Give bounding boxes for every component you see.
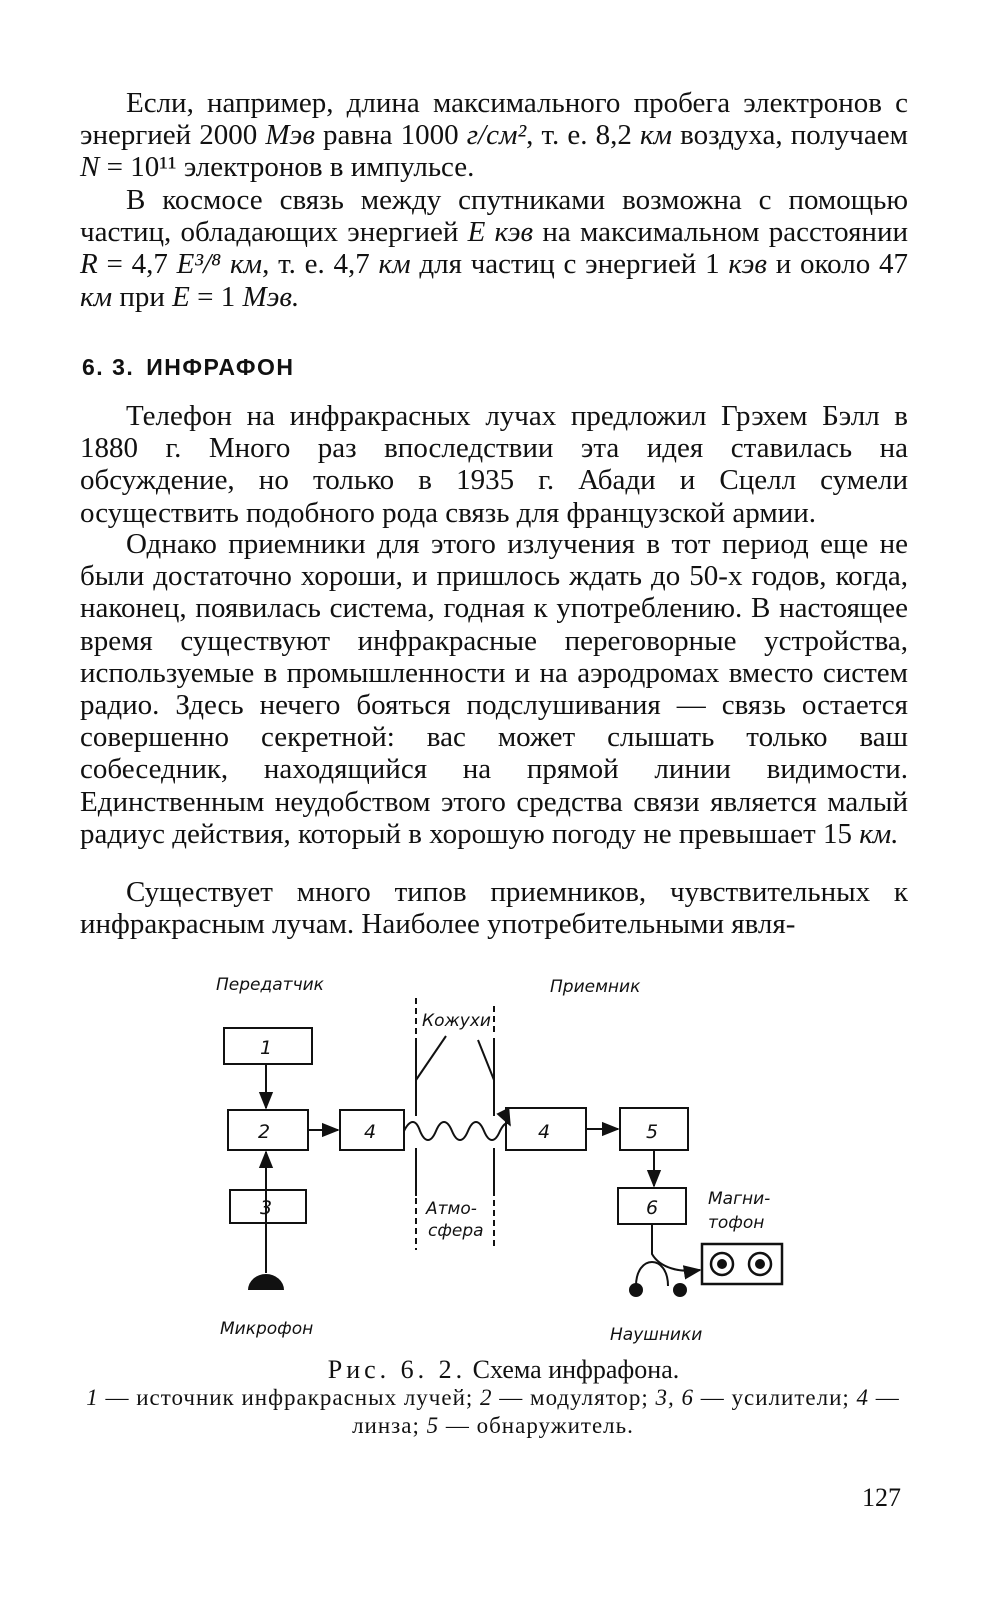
block-4a-number: 4 xyxy=(364,1121,377,1143)
label-microphone: Микрофон xyxy=(220,1319,314,1339)
block-5-number: 5 xyxy=(646,1121,659,1143)
paragraph-space-communication: В космосе связь между спутниками возможна с помощью частиц, обладающих энергией E кэв на максимальном расстоянии R = 4,7 E³/⁸ км, т. е. 4,7 км для частиц с энергией 1 кэв и около 47 км при E = 1 Мэв. xyxy=(80,184,909,313)
section-heading: 6. 3. ИНФРАФОН xyxy=(82,354,295,380)
block-2-number: 2 xyxy=(258,1121,271,1143)
page-number: 127 xyxy=(862,1483,901,1512)
figure-caption-legend: 1 — источник инфракрасных лучей; 2 — модулятор; 3, 6 — усилители; 4 — линза; 5 — обнаружитель. xyxy=(86,1385,900,1438)
label-atmosphere-1: Атмо- xyxy=(426,1199,477,1219)
label-housings: Кожухи xyxy=(422,1011,491,1031)
label-atmosphere-2: сфера xyxy=(428,1221,484,1241)
headphones-icon xyxy=(629,1283,643,1297)
label-recorder-2: тофон xyxy=(708,1213,765,1233)
paragraph-receiver-types: Существует много типов приемников, чувствительных к инфракрасным лучам. Наиболее употребительными явля- xyxy=(80,876,908,941)
block-1-number: 1 xyxy=(260,1037,273,1059)
block-4b-number: 4 xyxy=(538,1121,551,1143)
microphone-icon xyxy=(248,1274,284,1290)
paragraph-electron-range: Если, например, длина максимального пробега электронов с энергией 2000 Мэв равна 1000 г/см², т. е. 8,2 км воздуха, получаем N = 10¹¹ электронов в импульсе. xyxy=(80,87,908,184)
label-transmitter: Передатчик xyxy=(216,975,324,995)
infraphone-diagram xyxy=(200,968,800,1348)
block-6-number: 6 xyxy=(646,1197,659,1219)
label-headphones: Наушники xyxy=(610,1325,703,1345)
block-3-number: 3 xyxy=(260,1197,273,1219)
label-recorder-1: Магни- xyxy=(708,1189,771,1209)
figure-caption-title: Рис. 6. 2. Схема инфрафона. xyxy=(327,1355,680,1384)
paragraph-infrared-intercoms: Однако приемники для этого излучения в тот период еще не были достаточно хороши, и пришлось ждать до 50-х годов, когда, наконец, появилась система, годная к употреблению. В настоящее время существуют инфракрасные переговорные устройства, используемые в промышленности и на аэродромах вместо систем радио. Здесь нечего бояться подслушивания — связь остается совершенно секретной: вас может слышать только ваш собеседник, находящийся на прямой линии видимости. Единственным неудобством этого средства связи является малый радиус действия, который в хорошую погоду не превышает 15 км. xyxy=(80,528,908,850)
paragraph-bell-history: Телефон на инфракрасных лучах предложил Грэхем Бэлл в 1880 г. Много раз впоследствии эта идея ставилась на обсуждение, но только в 1935 г. Абади и Сцелл сумели осуществить подобного рода связь для французской армии. xyxy=(80,400,908,529)
tape-recorder-icon xyxy=(702,1244,782,1284)
label-receiver: Приемник xyxy=(550,977,641,997)
